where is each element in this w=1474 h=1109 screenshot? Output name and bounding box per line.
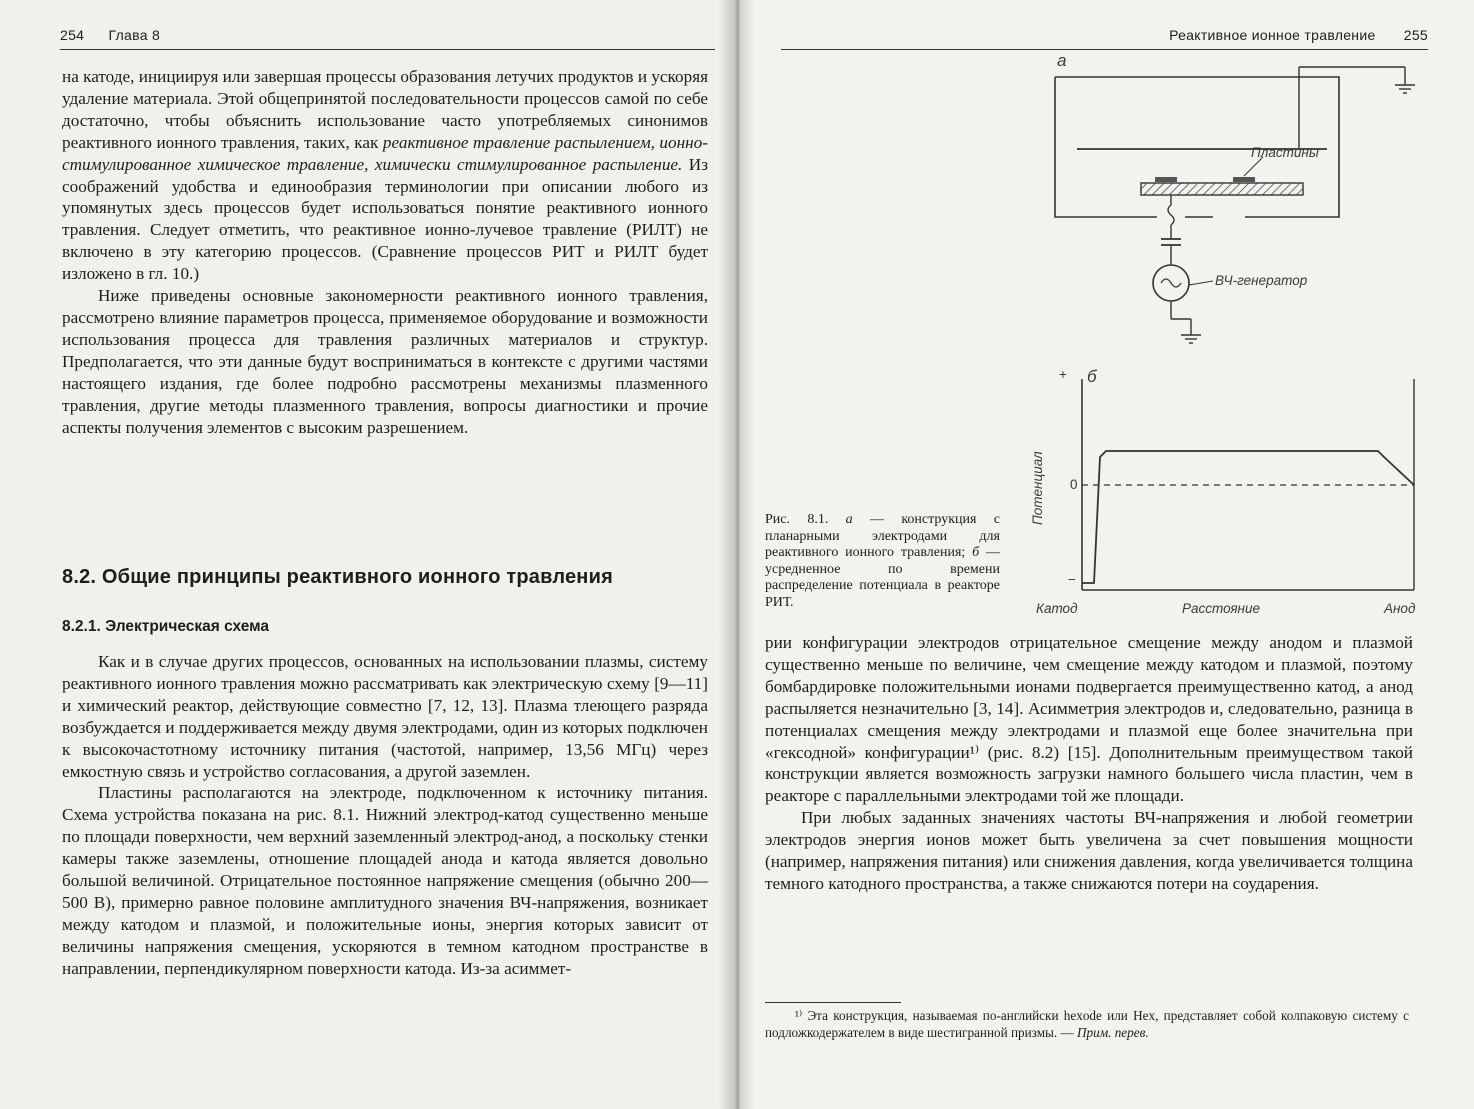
paragraph-ion-energy: При любых заданных значениях частоты ВЧ-напряжения и любой геометрии электродов энергия ионов может быть увеличена за счет повышения мощности (например, напряжения питания) или снижения давления, когда увеличивается толщина темного катодного пространства, а также снижаются потери на соударения. [765,808,1413,893]
footnote-rule [765,1002,901,1003]
figure-b-potential-distribution [1022,365,1432,625]
running-head-title: Реактивное ионное травление [1169,27,1376,43]
paragraph-intro [62,66,708,285]
paragraph-electric-circuit: Как и в случае других процессов, основанных на использовании плазмы, систему реактивного ионного травления можно рассматривать как электрическую схему [9—11] и химический реактор, действующие совместно [7, 12, 13]. Плазма тлеющего разряда возбуждается и поддерживается между двумя электродами, один из которых подключен к высокочастотному источнику питания (частотой, например, 13,56 МГц) через емкостную связь и устройство согласования, а другой заземлен. [62,652,708,781]
subsection-title: 8.2.1. Электрическая схема [62,618,270,635]
running-head-chapter: Глава 8 [108,27,161,43]
text-run-0: на катоде, инициируя или завершая процессы образования летучих продуктов и ускоряя удаление материала. Этой общепринятой последовательности процессов самой по себе достаточно, чтобы объяснить использование часто употребляемых синонимов реактивного ионного травления, таких, как [62,67,709,152]
figure-label-a: а [1057,51,1067,70]
paragraph-asymmetry: рии конфигурации электродов отрицательное смещение между анодом и плазмой существенно меньше по величине, чем смещение между катодом и плазмой, поэтому бомбардировке положительными ионами подвергается преимущественно катод, а анод распыляется незначительно [3, 14]. Асимметрия электродов и, следовательно, разница в потенциалах смещения между электродами и плазмой еще более значительна при «гексодной» конфигурации¹⁾ (рис. 8.2) [15]. Дополнительным преимуществом такой конструкции является возможность загрузки намного большего числа пластин, чем в реакторе с параллельными электродами той же площади. [765,633,1413,806]
italic-run-1: реактивное травление распылением, ионно-стимулированное химическое травление, химически стимулированное распыление. [62,132,708,174]
left-text-block-top [62,66,708,438]
text-run-4: — усредненное по времени распределение потенциала в реакторе РИТ. [765,545,1000,610]
text-run-0: Рис. 8.1. [765,512,846,527]
y-axis-label: Потенциал [1030,451,1045,525]
x-axis-anode-label: Анод [1384,601,1416,616]
cathode-electrode [1141,183,1303,195]
wafer-plate-2 [1233,177,1255,182]
zero-label: 0 [1070,477,1078,492]
paragraph-overview: Ниже приведены основные закономерности реактивного ионного травления, рассмотрено влияние параметров процесса, применяемое оборудование и возможности использования процесса для травления различных материалов и структур. Предполагается, что эти данные будут восприниматься в контексте с другими частями настоящего издания, где более подробно рассмотрены механизмы плазменного травления, другие методы плазменного травления, вопросы диагностики и прочие аспекты получения элементов с высоким разрешением. [62,286,708,437]
right-page [737,0,1474,1109]
right-text-block [765,632,1413,895]
left-text-block-bottom [62,651,708,980]
italic-run-1: Прим. перев. [1076,1024,1149,1040]
x-axis-cathode-label: Катод [1036,601,1078,616]
plates-label: Пластины [1251,145,1319,160]
potential-curve [1082,451,1414,583]
figure-caption [765,512,1000,612]
ground-symbol-bottom [1181,335,1201,343]
page-number-left: 254 [60,27,85,43]
reactor-schematic-drawing [1037,55,1427,355]
paragraph-plates: Пластины располагаются на электроде, подключенном к источнику питания. Схема устройства показана на рис. 8.1. Нижний электрод-катод существенно меньше по площади поверхности, чем верхний заземленный электрод-анод, а поскольку стенки камеры также заземлены, отношение площадей анода и катода является довольно большой величиной. Отрицательное постоянное напряжение смещения (обычно 200—500 В), примерно равное половине амплитудного значения ВЧ-напряжения, возникает между катодом и плазмой, и положительные ионы, энергия которых зависит от величины напряжения смещения, ускоряются в темном катодном пространстве в направлении, перпендикулярном поверхности катода. Из-за асиммет- [62,783,708,978]
ground-symbol-top [1395,85,1415,93]
running-head-left [60,27,715,50]
page-number-right: 255 [1403,27,1428,43]
italic-run-1: а [845,512,853,527]
section-title: 8.2. Общие принципы реактивного ионного травления [62,566,613,588]
rf-generator-label: ВЧ-генератор [1215,273,1308,288]
text-run-2: Из соображений удобства и единообразия терминологии при описании любого из упомянутых здесь процессов будет использоваться понятие реактивного ионного травления. Следует отметить, что реактивное ионно-лучевое травление (РИЛТ) не включено в эту категорию процессов. (Сравнение процессов РИТ и РИЛТ будет изложено в гл. 10.) [62,154,709,284]
minus-sign: − [1068,572,1076,587]
italic-run-3: б [972,545,980,561]
figure-a-reactor-schematic [1037,51,1427,355]
text-run-2: — конструкция с планарными электродами для реактивного ионного травления; [765,512,1000,561]
potential-distribution-plot [1022,365,1432,625]
plus-sign: + [1059,367,1067,382]
x-axis-label: Расстояние [1182,601,1260,616]
figure-label-b: б [1087,367,1097,386]
wafer-plate-1 [1155,177,1177,182]
running-head-right [781,27,1428,50]
text-run-0: ¹⁾ Эта конструкция, называемая по-английски hexode или Hex, представляет собой колпаковую систему с подложкодержателем в виде шестигранной призмы. — [765,1008,1409,1040]
footnote [765,1008,1409,1041]
